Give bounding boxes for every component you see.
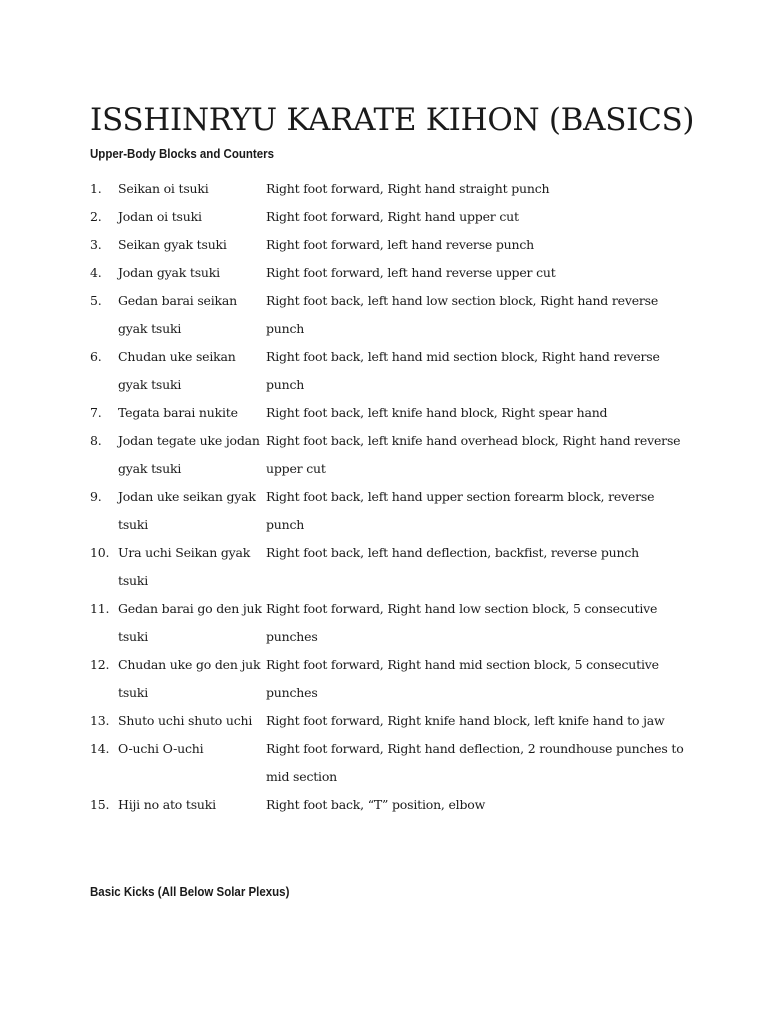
item-number: 2.	[90, 209, 102, 224]
item-number: 7.	[90, 405, 102, 420]
item-number: 5.	[90, 293, 102, 308]
technique-description: Right foot forward, Right hand upper cut	[266, 209, 519, 224]
technique-description: Right foot forward, left hand reverse punch	[266, 237, 535, 252]
technique-name: Jodan gyak tsuki	[118, 265, 220, 280]
list-item	[90, 735, 690, 791]
technique-name: Chudan uke go den juk tsuki	[118, 657, 261, 700]
item-number: 11.	[90, 601, 110, 616]
item-number: 12.	[90, 657, 110, 672]
technique-name: Shuto uchi shuto uchi	[118, 713, 253, 728]
technique-description: Right foot back, left hand deflection, backfist, reverse punch	[266, 545, 640, 560]
technique-name: Chudan uke seikan gyak tsuki	[118, 349, 236, 392]
item-number: 9.	[90, 489, 102, 504]
item-number: 6.	[90, 349, 102, 364]
item-number: 13.	[90, 713, 110, 728]
item-number: 10.	[90, 545, 110, 560]
list-item	[90, 399, 690, 427]
technique-description: Right foot forward, left hand reverse upper cut	[266, 265, 556, 280]
list-item	[90, 483, 690, 539]
item-number: 1.	[90, 181, 102, 196]
technique-description: Right foot back, left hand upper section forearm block, reverse punch	[266, 489, 655, 532]
item-number: 3.	[90, 237, 102, 252]
section-heading-upper-body: Upper-Body Blocks and Counters	[90, 147, 275, 161]
item-number: 4.	[90, 265, 102, 280]
item-number: 15.	[90, 797, 110, 812]
technique-name: Jodan tegate uke jodan gyak tsuki	[118, 433, 260, 476]
technique-description: Right foot back, left knife hand overhead block, Right hand reverse upper cut	[266, 433, 681, 476]
list-item	[90, 287, 690, 343]
list-item	[90, 175, 690, 203]
list-item	[90, 707, 690, 735]
section-heading-basic-kicks: Basic Kicks (All Below Solar Plexus)	[90, 885, 290, 899]
list-item	[90, 651, 690, 707]
technique-description: Right foot back, “T” position, elbow	[266, 797, 486, 812]
technique-name: Hiji no ato tsuki	[118, 797, 216, 812]
item-number: 14.	[90, 741, 110, 756]
technique-name: Tegata barai nukite	[118, 405, 238, 420]
technique-name: Gedan barai go den juk tsuki	[118, 601, 262, 644]
technique-description: Right foot forward, Right hand low section block, 5 consecutive punches	[266, 601, 658, 644]
technique-description: Right foot forward, Right knife hand block, left knife hand to jaw	[266, 713, 665, 728]
technique-name: Seikan oi tsuki	[118, 181, 209, 196]
technique-name: O-uchi O-uchi	[118, 741, 204, 756]
technique-description: Right foot forward, Right hand straight punch	[266, 181, 550, 196]
technique-description: Right foot forward, Right hand mid section block, 5 consecutive punches	[266, 657, 659, 700]
technique-name: Jodan oi tsuki	[118, 209, 202, 224]
technique-name: Gedan barai seikan gyak tsuki	[118, 293, 238, 336]
list-item	[90, 231, 690, 259]
technique-name: Ura uchi Seikan gyak tsuki	[118, 545, 251, 588]
list-item	[90, 203, 690, 231]
technique-description: Right foot back, left hand low section block, Right hand reverse punch	[266, 293, 659, 336]
list-item	[90, 539, 690, 595]
item-number: 8.	[90, 433, 102, 448]
list-item	[90, 259, 690, 287]
list-item	[90, 791, 690, 819]
technique-name: Seikan gyak tsuki	[118, 237, 227, 252]
technique-description: Right foot back, left knife hand block, Right spear hand	[266, 405, 608, 420]
document-title: ISSHINRYU KARATE KIHON (BASICS)	[90, 102, 695, 138]
list-item	[90, 595, 690, 651]
technique-description: Right foot back, left hand mid section block, Right hand reverse punch	[266, 349, 660, 392]
list-item	[90, 427, 690, 483]
technique-list	[90, 175, 690, 819]
technique-name: Jodan uke seikan gyak tsuki	[118, 489, 256, 532]
technique-description: Right foot forward, Right hand deflection, 2 roundhouse punches to mid section	[266, 741, 684, 784]
list-item	[90, 343, 690, 399]
